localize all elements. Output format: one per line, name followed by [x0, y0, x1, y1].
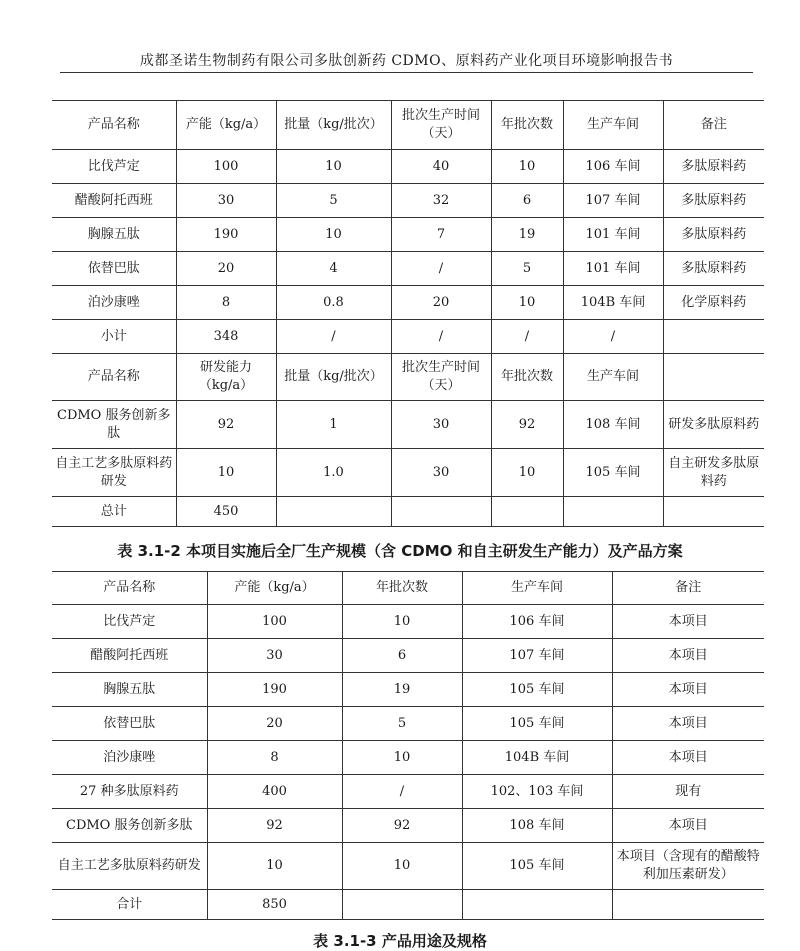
- table-cell: 5: [276, 184, 391, 218]
- table-row: [52, 741, 764, 775]
- table-cell: 101 车间: [563, 218, 663, 252]
- table-cell: 产能（kg/a）: [207, 572, 342, 605]
- table-row: [52, 401, 764, 449]
- table-cell: [563, 497, 663, 527]
- table-row: [52, 252, 764, 286]
- table-row: [52, 184, 764, 218]
- table-cell: 生产车间: [563, 354, 663, 401]
- table-row: [52, 449, 764, 497]
- table-cell: [663, 320, 764, 354]
- table-cell: 10: [491, 449, 563, 497]
- table-cell: /: [276, 320, 391, 354]
- table-cell: [663, 354, 764, 401]
- table-cell: 4: [276, 252, 391, 286]
- table-cell: CDMO 服务创新多肽: [52, 809, 207, 843]
- table-cell: 10: [342, 843, 462, 890]
- table-cell: 450: [176, 497, 276, 527]
- table-cell: 10: [491, 150, 563, 184]
- table-cell: 7: [391, 218, 491, 252]
- table-cell: 30: [207, 639, 342, 673]
- table-cell: [462, 890, 612, 920]
- table-cell: 多肽原料药: [663, 252, 764, 286]
- table-cell: 20: [207, 707, 342, 741]
- table-cell: 自主研发多肽原料药: [663, 449, 764, 497]
- table-cell: 105 车间: [462, 707, 612, 741]
- table-cell: 泊沙康唑: [52, 741, 207, 775]
- table-cell: [663, 497, 764, 527]
- table-cell: 化学原料药: [663, 286, 764, 320]
- table-cell: 40: [391, 150, 491, 184]
- table-cell: 105 车间: [462, 673, 612, 707]
- table-cell: 产品名称: [52, 572, 207, 605]
- table-cell: [391, 497, 491, 527]
- table-cell: 6: [342, 639, 462, 673]
- table-cell: /: [491, 320, 563, 354]
- table-cell: 产品名称: [52, 354, 176, 401]
- table-header-row: [52, 572, 764, 605]
- table-cell: 400: [207, 775, 342, 809]
- table-cell: [342, 890, 462, 920]
- table-row: [52, 605, 764, 639]
- table-row: [52, 707, 764, 741]
- table-caption-3-1-2: 表 3.1-2 本项目实施后全厂生产规模（含 CDMO 和自主研发生产能力）及产品方案: [117, 542, 683, 560]
- table-row: [52, 639, 764, 673]
- table-cell: 生产车间: [462, 572, 612, 605]
- table-cell: 自主工艺多肽原料药研发: [52, 449, 176, 497]
- table-row: [52, 809, 764, 843]
- document-header: 成都圣诺生物制药有限公司多肽创新药 CDMO、原料药产业化项目环境影响报告书: [139, 53, 674, 69]
- table-cell: 研发能力（kg/a）: [176, 354, 276, 401]
- table-cell: 105 车间: [563, 449, 663, 497]
- table-row: [52, 286, 764, 320]
- table-cell: 1.0: [276, 449, 391, 497]
- table-cell: 本项目: [612, 707, 764, 741]
- table-cell: 年批次数: [491, 354, 563, 401]
- table-cell: 30: [391, 449, 491, 497]
- table-cell: 泊沙康唑: [52, 286, 176, 320]
- production-capacity-table: [52, 100, 764, 527]
- header-rule: [60, 72, 753, 73]
- table-cell: 本项目: [612, 639, 764, 673]
- table-cell: 30: [391, 401, 491, 449]
- table-cell: 醋酸阿托西班: [52, 639, 207, 673]
- table-cell: 6: [491, 184, 563, 218]
- table-cell: 研发多肽原料药: [663, 401, 764, 449]
- table-cell: 批次生产时间（天）: [391, 354, 491, 401]
- table-cell: 92: [342, 809, 462, 843]
- table-cell: 备注: [612, 572, 764, 605]
- table-row: [52, 320, 764, 354]
- table-cell: 多肽原料药: [663, 218, 764, 252]
- table-cell: 20: [391, 286, 491, 320]
- table-cell: 合计: [52, 890, 207, 920]
- table-cell: 105 车间: [462, 843, 612, 890]
- table-header-row: [52, 101, 764, 150]
- table-cell: 100: [176, 150, 276, 184]
- table-cell: 胸腺五肽: [52, 673, 207, 707]
- table-cell: 107 车间: [462, 639, 612, 673]
- table-cell: 批量（kg/批次）: [276, 101, 391, 150]
- table-cell: 10: [342, 741, 462, 775]
- table-cell: 10: [207, 843, 342, 890]
- table-cell: 年批次数: [491, 101, 563, 150]
- table-cell: 批量（kg/批次）: [276, 354, 391, 401]
- table-cell: 104B 车间: [563, 286, 663, 320]
- table-cell: 10: [342, 605, 462, 639]
- table-cell: 备注: [663, 101, 764, 150]
- table-cell: 生产车间: [563, 101, 663, 150]
- table-row: [52, 218, 764, 252]
- table-cell: 190: [176, 218, 276, 252]
- table-cell: 小计: [52, 320, 176, 354]
- table-cell: 本项目: [612, 741, 764, 775]
- table-cell: 多肽原料药: [663, 150, 764, 184]
- table-cell: 92: [176, 401, 276, 449]
- table-cell: 8: [176, 286, 276, 320]
- table-cell: 依替巴肽: [52, 707, 207, 741]
- table-cell: 32: [391, 184, 491, 218]
- table-cell: /: [391, 320, 491, 354]
- table-cell: 0.8: [276, 286, 391, 320]
- table-cell: 本项目: [612, 673, 764, 707]
- table-cell: 101 车间: [563, 252, 663, 286]
- table-cell: 348: [176, 320, 276, 354]
- table-row: [52, 890, 764, 920]
- table-cell: 醋酸阿托西班: [52, 184, 176, 218]
- table-cell: 190: [207, 673, 342, 707]
- table-total-row: [52, 497, 764, 527]
- table-cell: 5: [342, 707, 462, 741]
- table-cell: 92: [207, 809, 342, 843]
- table-cell: 10: [176, 449, 276, 497]
- table-cell: 102、103 车间: [462, 775, 612, 809]
- table-cell: 批次生产时间（天）: [391, 101, 491, 150]
- table-cell: 19: [342, 673, 462, 707]
- table-cell: 10: [276, 150, 391, 184]
- table-header-row: [52, 354, 764, 401]
- table-cell: 1: [276, 401, 391, 449]
- table-row: [52, 843, 764, 890]
- table-cell: 106 车间: [563, 150, 663, 184]
- table-cell: 比伐芦定: [52, 150, 176, 184]
- table-cell: 100: [207, 605, 342, 639]
- table-cell: 本项目: [612, 605, 764, 639]
- table-cell: 108 车间: [462, 809, 612, 843]
- table-cell: 107 车间: [563, 184, 663, 218]
- table-cell: 27 种多肽原料药: [52, 775, 207, 809]
- table-cell: 108 车间: [563, 401, 663, 449]
- table-cell: /: [342, 775, 462, 809]
- table-cell: [612, 890, 764, 920]
- table-cell: 10: [276, 218, 391, 252]
- table-row: [52, 673, 764, 707]
- table-cell: 自主工艺多肽原料药研发: [52, 843, 207, 890]
- plant-production-scale-table: [52, 571, 764, 920]
- table-cell: 104B 车间: [462, 741, 612, 775]
- table-cell: 5: [491, 252, 563, 286]
- table-cell: 20: [176, 252, 276, 286]
- table-caption-3-1-3: 表 3.1-3 产品用途及规格: [313, 932, 487, 950]
- table-cell: 产能（kg/a）: [176, 101, 276, 150]
- table-cell: 依替巴肽: [52, 252, 176, 286]
- table-cell: 10: [491, 286, 563, 320]
- table-cell: [491, 497, 563, 527]
- table-cell: 106 车间: [462, 605, 612, 639]
- table-row: [52, 775, 764, 809]
- table-cell: 比伐芦定: [52, 605, 207, 639]
- table-cell: 多肽原料药: [663, 184, 764, 218]
- table-cell: /: [563, 320, 663, 354]
- table-cell: 8: [207, 741, 342, 775]
- table-cell: [276, 497, 391, 527]
- table-cell: 胸腺五肽: [52, 218, 176, 252]
- table-cell: 现有: [612, 775, 764, 809]
- table-cell: /: [391, 252, 491, 286]
- table-cell: 年批次数: [342, 572, 462, 605]
- table-cell: 850: [207, 890, 342, 920]
- table-cell: 30: [176, 184, 276, 218]
- table-row: [52, 150, 764, 184]
- table-cell: 总计: [52, 497, 176, 527]
- table-cell: 19: [491, 218, 563, 252]
- table-cell: 本项目（含现有的醋酸特利加压素研发）: [612, 843, 764, 890]
- table-cell: CDMO 服务创新多肽: [52, 401, 176, 449]
- table-cell: 92: [491, 401, 563, 449]
- table-cell: 本项目: [612, 809, 764, 843]
- table-cell: 产品名称: [52, 101, 176, 150]
